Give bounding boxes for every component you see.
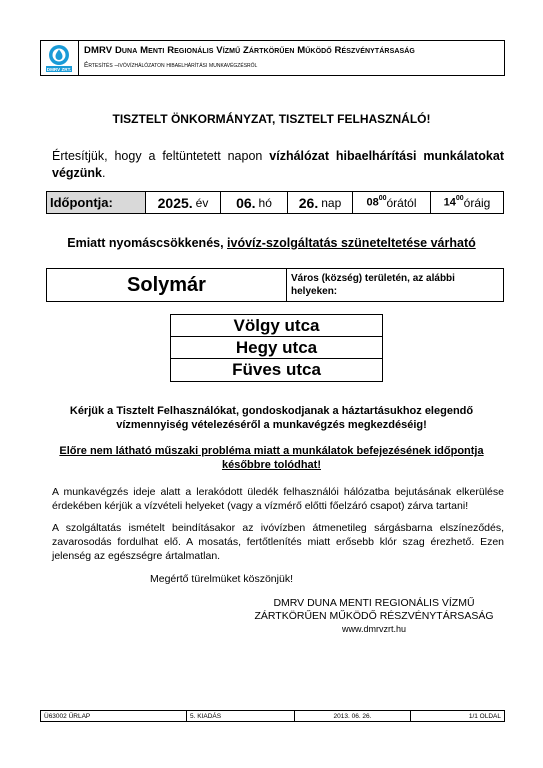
street-item: Völgy utca (171, 315, 382, 337)
footer-edition: 5. KIADÁS (187, 711, 295, 721)
thanks-text: Megértő türelmüket köszönjük! (150, 573, 293, 585)
info-paragraph: A szolgáltatás ismételt beindításakor az ivóvízben átmenetileg sárgásbarna elszíneződés, zavarosodás fordulhat elő. A mosatás, fertőtlenítés miatt erősebb klór szag érezhető. Ezen jelenség az egészségre ártalmatlan. (52, 522, 504, 562)
street-list (170, 314, 383, 382)
location-box (46, 268, 504, 302)
location-description: Város (község) területén, az alábbi helyeken: (291, 273, 455, 297)
request-notice: Kérjük a Tisztelt Felhasználókat, gondoskodjanak a háztartásukhoz elegendő vízmennyiség vételezéséről a munkavégzés megkezdéséig! (69, 405, 474, 431)
form-footer (40, 710, 505, 722)
logo-text: DMRV ZRT. (46, 66, 72, 72)
info-paragraph: A munkavégzés ideje alatt a lerakódott üledék felhasználói hálózatba bejutásának elkerülése érdekében kérjük a vízvételi helyeket (vagy a vízmérő előtti főelzáró csapot) zárva tartani! (52, 486, 504, 512)
notice-subtitle: Értesítés –ivóvízhálózaton hibaelhárítási munkavégzésről (84, 62, 258, 69)
dmrv-logo-icon (44, 43, 74, 73)
header-divider (78, 40, 79, 76)
schedule-label: Időpontja: (47, 192, 146, 213)
footer-date: 2013. 06. 26. (295, 711, 411, 721)
schedule-to: $14^{00}$ óráig (443, 195, 491, 210)
schedule-month: 06. hó (221, 192, 288, 213)
signature-line2: ZÁRTKÖRŰEN MŰKÖDŐ RÉSZVÉNYTÁRSASÁG (254, 610, 494, 622)
impact-statement: Emiatt nyomáscsökkenés, ivóvíz-szolgáltatás szüneteltetése várható (67, 236, 476, 250)
footer-form-id: Ü63002 ŰRLAP (41, 711, 187, 721)
location-name: Solymár (47, 269, 287, 301)
footer-page: 1/1 OLDAL (468, 712, 501, 720)
schedule-from: $08^{00}$ órától (353, 192, 431, 213)
website-link[interactable]: www.dmrvzrt.hu (341, 624, 406, 634)
schedule-year: 2025. év (146, 192, 221, 213)
schedule-day: 26. nap (288, 192, 353, 213)
signature-line1: DMRV DUNA MENTI REGIONÁLIS VÍZMŰ (273, 597, 475, 609)
intro-prefix: Értesítjük, hogy a feltüntetett napon (52, 149, 270, 163)
street-item: Hegy utca (171, 337, 382, 359)
intro-paragraph (52, 148, 504, 182)
schedule-table (46, 191, 504, 214)
street-item: Füves utca (232, 360, 321, 379)
intro-suffix: . (102, 166, 106, 180)
intro-bold: vízhálózat hibaelhárítási munkálatokat végzünk (52, 149, 504, 180)
company-name: DMRV Duna Menti Regionális Vízmű Zártkörűen Működő Részvénytársaság (84, 45, 415, 56)
greeting: TISZTELT ÖNKORMÁNYZAT, TISZTELT FELHASZNÁLÓ! (112, 112, 431, 126)
warning-notice: Előre nem látható műszaki probléma miatt a munkálatok befejezésének időpontja későbbre tolódhat! (59, 445, 484, 471)
